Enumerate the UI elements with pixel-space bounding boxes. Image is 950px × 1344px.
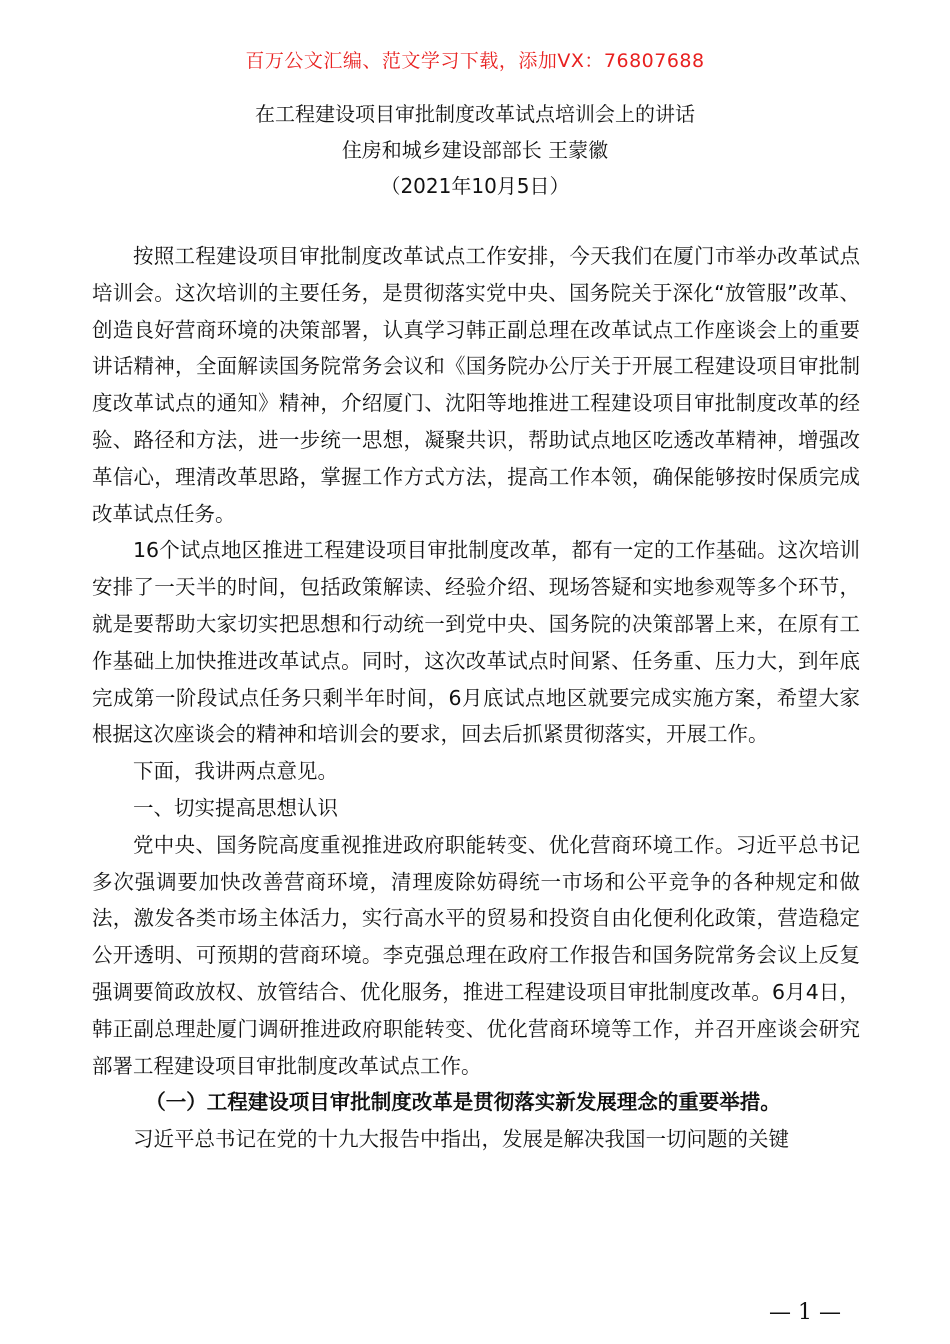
body-paragraph: 习近平总书记在党的十九大报告中指出，发展是解决我国一切问题的关键 bbox=[133, 1127, 789, 1152]
speech-title-block bbox=[0, 96, 950, 204]
speech-body bbox=[92, 238, 860, 1158]
body-paragraph: 按照工程建设项目审批制度改革试点工作安排，今天我们在厦门市举办改革试点培训会。这次培训的主要任务，是贯彻落实党中央、国务院关于深化“放管服”改革、创造良好营商环境的决策部署，认真学习韩正副总理在改革试点工作座谈会上的重要讲话精神，全面解读国务院常务会议和《国务院办公厅关于开展工程建设项目审批制度改革试点的通知》精神，介绍厦门、沈阳等地推进工程建设项目审批制度改革的经验、路径和方法，进一步统一思想，凝聚共识，帮助试点地区吃透改革精神，增强改革信心，理清改革思路，掌握工作方式方法，提高工作本领，确保能够按时保质完成改革试点任务。 bbox=[92, 244, 860, 526]
speaker-line: 住房和城乡建设部部长 王蒙徽 bbox=[341, 138, 609, 162]
body-paragraph: 16个试点地区推进工程建设项目审批制度改革，都有一定的工作基础。这次培训安排了一天半的时间，包括政策解读、经验介绍、现场答疑和实地参观等多个环节，就是要帮助大家切实把思想和行动统一到党中央、国务院的决策部署上来，在原有工作基础上加快推进改革试点。同时，这次改革试点时间紧、任务重、压力大，到年底完成第一阶段试点任务只剩半年时间，6月底试点地区就要完成实施方案，希望大家根据这次座谈会的精神和培训会的要求，回去后抓紧贯彻落实，开展工作。 bbox=[92, 538, 860, 747]
section-heading: 一、切实提高思想认识 bbox=[133, 795, 338, 820]
page-number: — 1 — bbox=[769, 1300, 841, 1325]
speech-date: （2021年10月5日） bbox=[380, 174, 570, 198]
body-paragraph: 党中央、国务院高度重视推进政府职能转变、优化营商环境工作。习近平总书记多次强调要加快改善营商环境，清理废除妨碍统一市场和公平竞争的各种规定和做法，激发各类市场主体活力，实行高水平的贸易和投资自由化便利化政策，营造稳定公开透明、可预期的营商环境。李克强总理在政府工作报告和国务院常务会议上反复强调要简政放权、放管结合、优化服务，推进工程建设项目审批制度改革。6月4日，韩正副总理赴厦门调研推进政府职能转变、优化营商环境等工作，并召开座谈会研究部署工程建设项目审批制度改革试点工作。 bbox=[92, 832, 860, 1078]
subsection-heading: （一）工程建设项目审批制度改革是贯彻落实新发展理念的重要举措。 bbox=[145, 1090, 781, 1115]
speech-title: 在工程建设项目审批制度改革试点培训会上的讲话 bbox=[255, 102, 695, 126]
download-banner: 百万公文汇编、范文学习下载，添加VX：76807688 bbox=[245, 50, 705, 72]
body-paragraph: 下面，我讲两点意见。 bbox=[133, 759, 338, 784]
